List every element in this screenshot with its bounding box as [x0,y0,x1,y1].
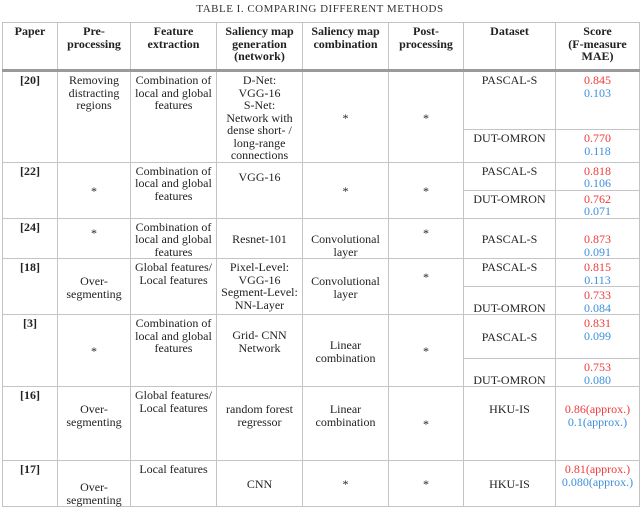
f-measure: 0.81(approx.) [564,462,631,476]
table-row [3,315,640,359]
dataset-cell: DUT-OMRON [464,130,556,162]
f-measure: 0.753 [584,360,611,374]
generation-cell: Pixel-Level: VGG-16 Segment-Level: NN-Layer [217,259,303,315]
header-feature-extraction: Feature extraction [131,23,217,71]
combination-cell: * [303,71,389,163]
header-score: Score (F-measure MAE) [556,23,640,71]
paper-ref: [16] [3,387,58,461]
mae: 0.099 [584,328,611,343]
paper-ref: [18] [3,259,58,315]
combination-cell: * [303,461,389,507]
postprocessing-cell: * [389,461,464,507]
combination-cell: Convolutional layer [303,259,389,315]
generation-cell: random forest regressor [217,387,303,461]
mae: 0.106 [584,176,611,190]
dataset-cell: PASCAL-S [464,162,556,190]
header-generation: Saliency map generation (network) [217,23,303,71]
mae: 0.1(approx.) [567,414,628,429]
table-row [3,259,640,287]
feature-cell: Local features [131,461,217,507]
score-cell [556,162,640,190]
combination-cell: Linear combination [303,387,389,461]
preprocessing-cell: Over- segmenting [58,461,131,507]
feature-cell: Combination of local and global features [131,162,217,218]
f-measure: 0.733 [584,288,611,302]
paper-ref: [20] [3,71,58,163]
paper-ref: [3] [3,315,58,387]
f-measure: 0.845 [584,73,611,87]
score-cell [556,71,640,130]
generation-cell: Resnet-101 [217,218,303,259]
paper-ref: [24] [3,218,58,259]
feature-cell: Global features/ Local features [131,259,217,315]
dataset-cell: PASCAL-S [464,259,556,287]
score-cell [556,218,640,259]
table-row [3,71,640,130]
combination-cell: Linear combination [303,315,389,387]
table-row [3,162,640,190]
generation-cell: VGG-16 [217,162,303,218]
f-measure: 0.815 [584,260,611,274]
f-measure: 0.770 [584,131,611,146]
postprocessing-cell: * [389,315,464,387]
dataset-cell: DUT-OMRON [464,287,556,315]
table-row [3,387,640,461]
postprocessing-cell: * [389,71,464,163]
score-cell [556,315,640,359]
paper-ref: [17] [3,461,58,507]
preprocessing-cell: * [58,218,131,259]
feature-cell: Combination of local and global features [131,218,217,259]
combination-cell: * [303,162,389,218]
postprocessing-cell: * [389,162,464,218]
mae: 0.118 [584,143,611,158]
header-paper: Paper [3,23,58,71]
f-measure: 0.762 [584,191,611,206]
score-cell [556,387,640,461]
dataset-cell: HKU-IS [464,461,556,507]
f-measure: 0.873 [584,232,611,246]
mae: 0.080(approx.) [561,474,634,489]
score-cell [556,359,640,387]
dataset-cell: DUT-OMRON [464,190,556,218]
score-cell [556,130,640,162]
table-caption: TABLE I. COMPARING DIFFERENT METHODS [196,3,444,15]
mae: 0.071 [584,204,611,218]
postprocessing-cell: * [389,218,464,259]
mae: 0.091 [584,244,611,259]
combination-cell: Convolutional layer [303,218,389,259]
preprocessing-cell: Over- segmenting [58,387,131,461]
f-measure: 0.86(approx.) [564,402,631,416]
comparison-table [2,22,640,507]
score-cell [556,259,640,287]
table-row [3,461,640,507]
header-combination: Saliency map combination [303,23,389,71]
feature-cell: Combination of local and global features [131,315,217,387]
generation-cell: Grid- CNN Network [217,315,303,387]
mae: 0.113 [584,272,611,287]
preprocessing-cell: * [58,315,131,387]
generation-cell: CNN [217,461,303,507]
dataset-cell: PASCAL-S [464,218,556,259]
mae: 0.103 [584,85,611,100]
score-cell [556,287,640,315]
preprocessing-cell: Over- segmenting [58,259,131,315]
feature-cell: Global features/ Local features [131,387,217,461]
header-dataset: Dataset [464,23,556,71]
preprocessing-cell: Removing distracting regions [58,71,131,163]
dataset-cell: PASCAL-S [464,71,556,130]
header-preprocessing: Pre- processing [58,23,131,71]
header-row [3,23,640,71]
postprocessing-cell: * [389,259,464,315]
score-cell [556,461,640,507]
feature-cell: Combination of local and global features [131,71,217,163]
dataset-cell: PASCAL-S [464,315,556,359]
dataset-cell: HKU-IS [464,387,556,461]
preprocessing-cell: * [58,162,131,218]
mae: 0.080 [584,372,611,387]
score-cell [556,190,640,218]
postprocessing-cell: * [389,387,464,461]
paper-ref: [22] [3,162,58,218]
f-measure: 0.831 [584,316,611,330]
table-row [3,218,640,259]
header-postprocessing: Post- processing [389,23,464,71]
mae: 0.084 [584,300,611,315]
generation-cell: D-Net: VGG-16 S-Net: Network with dense short- / long-range connections [217,71,303,163]
f-measure: 0.818 [584,163,611,178]
dataset-cell: DUT-OMRON [464,359,556,387]
